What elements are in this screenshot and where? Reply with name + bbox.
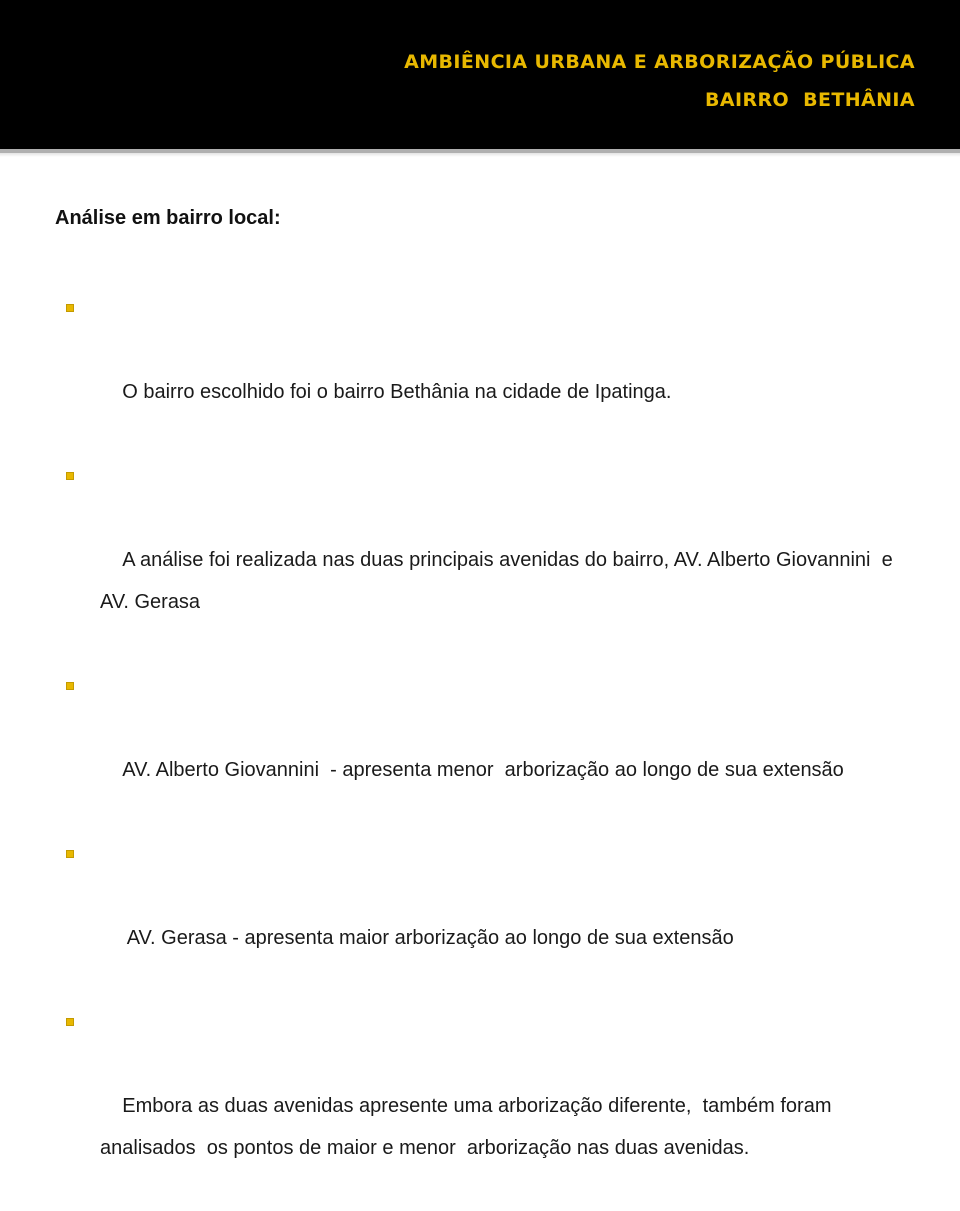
square-bullet-icon [66,472,74,480]
slide-subtitle: BAIRRO BETHÂNIA [704,89,915,111]
square-bullet-icon [66,304,74,312]
bullet-text: AV. Gerasa - apresenta maior arborização ao longo de sua extensão [122,927,734,949]
bullet-item [66,833,896,1001]
bullet-item [66,1001,896,1211]
bullet-text: Embora as duas avenidas apresente uma arborização diferente, também foram analisados os pontos de maior e menor arborização nas duas avenidas. [100,1095,838,1159]
bullet-item [66,455,896,665]
bullet-text: A análise foi realizada nas duas principais avenidas do bairro, AV. Alberto Giovannini e AV. Gerasa [100,549,898,613]
section-heading: Análise em bairro local: [55,207,281,229]
square-bullet-icon [66,682,74,690]
bullet-list [66,287,896,1211]
bullet-text: AV. Alberto Giovannini - apresenta menor arborização ao longo de sua extensão [122,759,844,781]
bullet-item [66,287,896,455]
bullet-text: O bairro escolhido foi o bairro Bethânia na cidade de Ipatinga. [122,381,672,403]
bullet-item [66,665,896,833]
square-bullet-icon [66,1018,74,1026]
square-bullet-icon [66,850,74,858]
title-band [0,0,960,149]
slide-title: AMBIÊNCIA URBANA E ARBORIZAÇÃO PÚBLICA [404,51,915,73]
header-divider-shadow [0,153,960,157]
